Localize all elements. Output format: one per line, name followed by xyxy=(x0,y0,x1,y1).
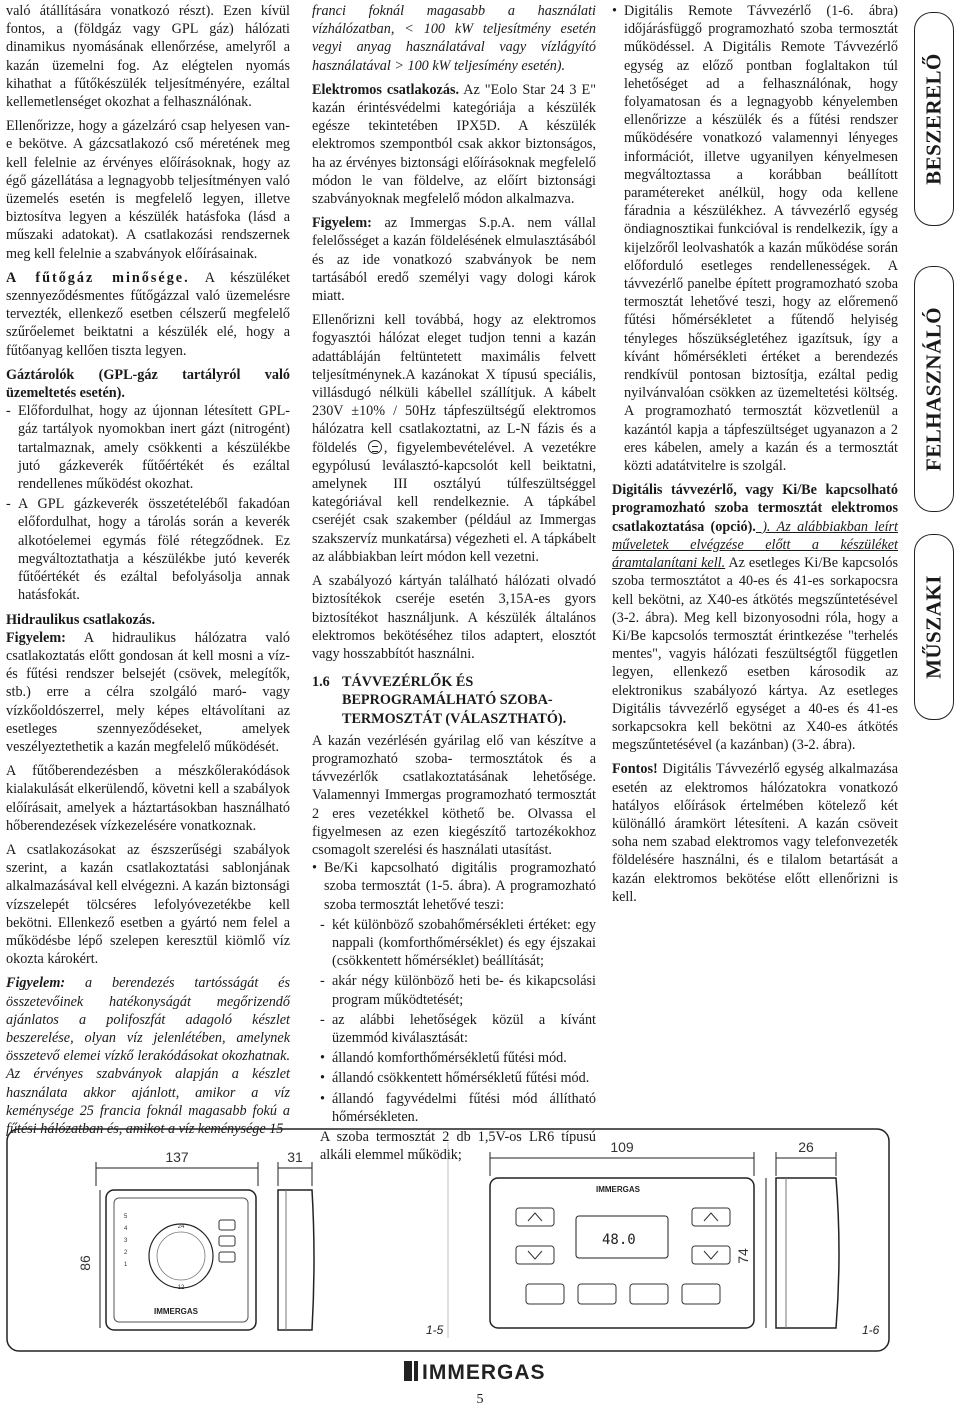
list-item: • állandó csökkentett hőmérsékletű fűtési mód. xyxy=(320,1069,596,1087)
gpl-list xyxy=(6,402,290,604)
brand-label: IMMERGAS xyxy=(596,1185,640,1194)
list-item: - akár négy különböző heti be- és kikapcsolási program működtetését; xyxy=(320,972,596,1008)
figure-label-1-6: 1-6 xyxy=(862,1323,880,1337)
paragraph xyxy=(612,481,898,754)
thermostat-list xyxy=(312,859,596,1126)
text-column-3 xyxy=(612,2,898,912)
paragraph: Ellenőrizze, hogy a gázelzáró csap helyesen van-e bekötve. A gázcsatlakozó cső méretének meg kell felelnie az érvényes előírásoknak, hogy az égő gázellátása a legnagyobb teljesítményen való üzemelés esetén is megfelelő legyen, illetve biztosítva legyen a készülék hatásfoka (lásd a műszaki adatokat). A csatlakozási rendszernek meg kell felelnie a szabványok előírásainak. xyxy=(6,118,290,262)
section-number: 1.6 xyxy=(312,674,330,691)
list-item: • Be/Ki kapcsolható digitális programozható szoba termosztát (1-5. ábra). A programozható szoba termosztát lehetővé teszi: xyxy=(312,859,596,914)
paragraph: franci foknál magasabb a használati vízhálózatban, < 100 kW teljesítmény esetén vegyi anyag használatával vagy vízlágyító használatával > 100 kW teljesímény esetén). xyxy=(312,3,596,74)
liability-text: az Immergas S.p.A. nem vállal felelősséget a kazán földelésének elmulasztásából és az ide vonatkozó szabványok be nem tartásából eredő személyi vagy dologi károk miatt. xyxy=(312,215,596,305)
list-item: - A GPL gázkeverék összetételéből fakadóan előfordulhat, hogy a tárolás során a keverék alkotóelemei egymás fölé rétegződnek. Ez megváltoztathatja a készülékbe jutó keverék fűtőértékét és ezáltal befolyásolja annak hatásfokát. xyxy=(6,495,290,604)
text-column-2 xyxy=(312,2,596,1170)
polyphosphate-text: a berendezés tartósságát és összetevőinek hatékonyságát megőrizendő ajánlatos a polifoszfát adagoló készlet beszerelése, olyan víz jelenlétében, amelynek összetevő elemei vízkő lerakódásokat okozhatnak. Az érvényes szabványok alapján a készlet használata akkor ajánlott, amikor a víz keménysége 25 francia foknál magasabb fokú a fűtési hálózatban és, amikot a víz keménysége 15 xyxy=(6,975,290,1137)
side-label: 1 xyxy=(124,1262,128,1268)
electrical-text: Az "Eolo Star 24 3 E" kazán érintésvédelmi kategóriája a készülék egésze tekintetében IPX5D. A készülék elektromos szempontból csak akkor biztonságos, ha az érvényes biztonsági előírásoknak megfelelő módon le van földelve, az előírt biztonsági szabványoknak megfelelő módon alkalmazva. xyxy=(312,81,596,208)
dimension-label-86: 86 xyxy=(77,1255,93,1271)
section-heading xyxy=(312,673,596,728)
paragraph: A csatlakozásokat az észszerűségi szabályok szerint, a kazán csatlakoztatási sablonjának alkalmazásával kell elvégezni. A kazán biztonsági vízszelepét tölcséres lefolyóvezetékbe kell bekötni. Ellenkező esetben a gyártó nem felel a működésbe lépő szelepen keresztül kiömlő víz okozta károkért. xyxy=(6,841,290,968)
paragraph xyxy=(6,629,290,756)
section-title-line: BEPROGRAMÁLHATÓ SZOBA- xyxy=(342,692,553,709)
remote-list xyxy=(612,2,898,475)
display-value: 48.0 xyxy=(602,1232,636,1248)
dimension-label-109: 109 xyxy=(610,1139,634,1155)
dial-label: 12 xyxy=(177,1285,185,1291)
brand-label: IMMERGAS xyxy=(154,1307,198,1316)
section-title-line: TÁVVEZÉRLŐK ÉS xyxy=(342,674,474,691)
side-label: 2 xyxy=(124,1250,128,1256)
earth-ground-icon xyxy=(368,440,382,454)
connection-heading: Digitális távvezérlő, vagy Ki/Be kapcsolható programozható szoba termosztát elektromos csatlakoztatása (opció). xyxy=(612,482,898,535)
page-number: 5 xyxy=(476,1392,484,1407)
list-item: • állandó komforthőmérsékletű fűtési mód. xyxy=(320,1049,596,1067)
dial-label: 24 xyxy=(177,1224,185,1230)
important-label: Fontos! xyxy=(612,761,658,778)
check-text-a: Ellenőrizni kell továbbá, hogy az elektromos fogyasztói hálózat eleget tudjon tenni a kazán adattábláján feltüntetett maximális felvett teljesítménynek.A kazánokat X típusú speciális, villásdugó nélküli kábellel szállítjuk. A kábelt 230V ±10% / 50Hz tápfeszültségű elektromos hálózatra kell csatlakoztatni, az L-N fázis és a földelés xyxy=(312,312,596,456)
tab-label: MŰSZAKI xyxy=(921,575,946,679)
paragraph xyxy=(312,81,596,208)
warning-label: Figyelem: xyxy=(6,629,66,646)
immergas-logo xyxy=(400,1358,560,1384)
electrical-heading: Elektromos csatlakozás. xyxy=(312,81,460,98)
fuel-quality-heading: A fűtőgáz minősége. xyxy=(6,269,190,286)
tab-user xyxy=(914,266,954,512)
dimension-label-137: 137 xyxy=(165,1149,189,1165)
paragraph: A szoba termosztát 2 db 1,5V-os LR6 típusú alkáli elemmel működik; xyxy=(320,1128,596,1164)
logo-text: IMMERGAS xyxy=(422,1361,546,1384)
tab-installer xyxy=(914,12,954,226)
thermostat-side xyxy=(278,1190,314,1330)
text-column-1 xyxy=(6,2,290,1144)
tab-label: BESZERELŐ xyxy=(921,53,946,185)
remote-control-drawing xyxy=(490,1139,880,1337)
tab-technical xyxy=(914,534,954,720)
paragraph: A szabályozó kártyán található hálózati olvadó biztosítékok cseréje esetén 3,15A-es gyors biztosítékot használjunk. A készülék általános elektromos bekötéséhez tilos adaptert, elosztót vagy hosszabbítót használni. xyxy=(312,573,596,662)
dimension-label-31: 31 xyxy=(287,1149,303,1165)
section-title-line: TERMOSZTÁT (VÁLASZTHATÓ). xyxy=(342,710,567,727)
paragraph: való átállítására vonatkozó részt). Ezen kívül fontos, a (földgáz vagy GPL gáz) hálózati dinamikus nyomásának ellenőrzése, amelyről a kazán üzemelni fog. Az elégtelen nyomás kihathat a fűtőkészülék teljesítményére, ezáltal kellemetlenséget okozhat a felhasználónak. xyxy=(6,3,290,111)
hydraulic-heading: Hidraulikus csatlakozás. xyxy=(6,611,155,628)
figure-label-1-5: 1-5 xyxy=(426,1323,444,1337)
list-item: • Digitális Remote Távvezérlő (1-6. ábra) időjárásfüggő programozható szoba termosztát működéssel. A Digitális Remote Távvezérlő egység az előző pontban foglaltakon túl lehetőséget ad a felhasználónak, hogy folyamatosan és a legnagyobb kényelemben ellenőrizze a készülék és a fűtési rendszer működésére vonatkozó valamennyi lényeges információt, illetve ugyanilyen kényelmesen megváltoztassa a korábban beállított paramétereket anélkül, hogy oda kellene fáradnia a készülékhez. A távvezérlő egység öndiagnosztikai funkcióval is rendelkezik, így a kijelzőről leolvashatók a kazán működése során előforduló esetleges rendellenességek. A távvezérlő panelbe épített programozható szoba termosztát lehetővé teszi, hogy az előremenő fűtési hőmérsékletet a fűtendő helyiség tényleges hőszükségletéhez igazítsuk, így a kívánt hőmérsékleti értéket a berendezés rendkívül pontosan biztosítja, ezáltal pedig nyilvánvalóan csökken az üzemeltetési költség. A programozható termosztát közvetlenül a kazántól kapja a tápfeszültséget ugyanazon a 2 eres kábelen, amely a kazán és a termosztát közti adatátvitelre is szolgál. xyxy=(612,2,898,475)
list-item: • állandó fagyvédelmi fűtési mód állítható hőmérsékleten. xyxy=(320,1090,596,1126)
logo-mark xyxy=(404,1361,412,1381)
dimension-label-26: 26 xyxy=(798,1139,814,1155)
check-text-b: , figyelembevételével. A vezetékre egypólusú leválasztó-kapcsolót kell beiktatni, amelynek III osztályú túlfeszültséggel kategóriával kell rendelkeznie. A tápkábel cseréjét csak szakember (például az Immergas szakszervíz munkatársa) végezheti el. A tápkábelt az alábbiakban leírt módon kell vezetni. xyxy=(312,439,596,565)
connection-text: Az esetleges Ki/Be kapcsolós szoba termosztátot a 40-es és 41-es sorkapocsra kell bekötni, az X40-es átkötés megszűntetésével (3-2. ábra). Meg kell bizonyosodni róla, hogy a Ki/Be kapcsolós termosztát érintkezése "terhelés mentes", vagyis hálózati feszültségtől független legyen, ellenkező esetben károsodik az elektronikus szabályozó kártya. Az esetleges Digitális távvezérlő egységet a 40-es és 41-es sorkapcsokra kell bekötni az X40-es átkötés megszűntetésével (a kazánban) (3-2. ábra). xyxy=(612,555,898,754)
list-item: - két különböző szobahőmérsékleti értéket: egy nappali (komforthőmérséklet) és egy éjszakai (csökkentett hőmérséklet) beállítását; xyxy=(320,916,596,971)
paragraph xyxy=(612,760,898,906)
remote-side xyxy=(776,1178,839,1328)
warning-label: Figyelem: xyxy=(6,975,66,992)
side-label: 3 xyxy=(124,1238,128,1244)
important-text: Digitális Távvezérlő egység alkalmazása esetén az elektromos hálózatokra vonatkozó hatályos előírások értelmében kötelező két különálló áramkört létesíteni. A kazán csöveit soha nem szabad elektromos vagy telefonvezeték földelésére használni, és e tilalom betartását a kazán elektromos bekötése előtt ellenőrizni is kell. xyxy=(612,761,898,905)
paragraph xyxy=(312,214,596,305)
paragraph xyxy=(6,269,290,360)
paragraph xyxy=(312,311,596,566)
thermostat-drawing xyxy=(77,1149,444,1337)
paragraph: A kazán vezérlésén gyárilag elő van készítve a programozható szoba- termosztátok és a távvezérlők csatlakoztatásának lehetősége. Valamennyi Immergas programozható termosztát 2 eres vezetékkel köthető be. Olvassa el figyelmesen az ezen kiegészítő tartozékokhoz csomagolt szerelési és használati utasítást. xyxy=(312,732,596,858)
fuel-quality-text: A készüléket szennyeződésmentes fűtőgázzal való üzemelésre tervezték, ellenkező esetben célszerű megfelelő szűrőelemet beiktatni a készülék elé, hogy a fűtőanyag kellően tiszta legyen. xyxy=(6,269,290,359)
hydraulic-text: A hidraulikus hálózatra való csatlakoztatás előtt gondosan át kell mosni a víz- és fűtési rendszer belsejét (csövek, melegítők, stb.) erre a célra szolgáló maró- vagy vízkőoldószerrel, mely képes eltávolítani az esetleges szennyeződéseket, amelyek veszélyeztethetik a kazán megfelelő működését. xyxy=(6,629,290,755)
list-item: - az alábbi lehetőségek közül a kívánt üzemmód kiválasztását: xyxy=(320,1011,596,1047)
tab-label: FELHASZNÁLÓ xyxy=(921,306,946,472)
side-label: 5 xyxy=(124,1214,128,1220)
paragraph xyxy=(6,974,290,1138)
thermostat-dimension-figure xyxy=(6,1128,890,1352)
connection-warning: ). Az alábbiakban leírt műveletek elvégzése előtt a készüléket áramtalanítani kell. xyxy=(612,518,898,572)
dimension-label-74: 74 xyxy=(735,1248,751,1264)
logo-mark xyxy=(414,1361,418,1381)
side-label: 4 xyxy=(124,1226,128,1232)
gpl-heading: Gáztárolók (GPL-gáz tartályról való üzemeltetés esetén). xyxy=(6,366,290,402)
paragraph: A fűtőberendezésben a mészkőlerakódások kialakulását elkerülendő, követni kell a szabályok előírásait, amelyek a háztartásokban használható hőberendezések vízkezelésére vonatkoznak. xyxy=(6,763,290,834)
warning-label: Figyelem: xyxy=(312,215,372,232)
list-item: - Előfordulhat, hogy az újonnan létesített GPL-gáz tartályok nyomokban inert gázt (nitrogént) tartalmaznak, amely csökkenti a készülékbe jutó gázkeverék fűtőértékét és ezáltal rendellenes működést okozhat. xyxy=(6,402,290,493)
